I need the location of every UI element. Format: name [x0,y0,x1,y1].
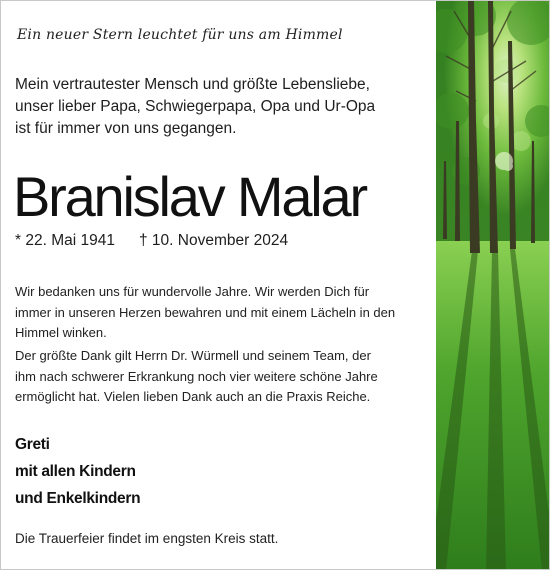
life-dates [15,232,289,250]
motto: Ein neuer Stern leuchtet für uns am Himmel [17,27,343,43]
deceased-name: Branislav Malar [13,165,366,228]
signer-line: und Enkelkindern [15,490,141,507]
paragraph-line: Himmel winken. [15,325,107,340]
intro-line: Mein vertrautester Mensch und größte Lebensliebe, [15,76,370,93]
doctor-thanks-paragraph [15,346,425,408]
death-date: † 10. November 2024 [139,232,289,249]
paragraph-line: Der größte Dank gilt Herrn Dr. Würmell und seinem Team, der [15,348,371,363]
mourners-signature [15,431,140,512]
birth-date: * 22. Mai 1941 [15,232,115,249]
intro-line: ist für immer von uns gegangen. [15,120,237,137]
intro-line: unser lieber Papa, Schwiegerpapa, Opa und Ur-Opa [15,98,376,115]
obituary-text-area [15,1,425,570]
signer-line: mit allen Kindern [15,463,136,480]
forest-photo [436,1,550,570]
funeral-note: Die Trauerfeier findet im engsten Kreis statt. [15,531,279,546]
paragraph-line: ihm nach schwerer Erkrankung noch vier weitere schöne Jahre [15,368,378,384]
intro-text [15,74,425,140]
paragraph-line: immer in unseren Herzen bewahren und mit einem Lächeln in den [15,304,396,320]
paragraph-line: Wir bedanken uns für wundervolle Jahre. Wir werden Dich für [15,284,370,299]
paragraph-line: ermöglicht hat. Vielen lieben Dank auch an die Praxis Reiche. [15,389,371,404]
signer-line: Greti [15,436,50,453]
thanks-paragraph [15,282,425,344]
